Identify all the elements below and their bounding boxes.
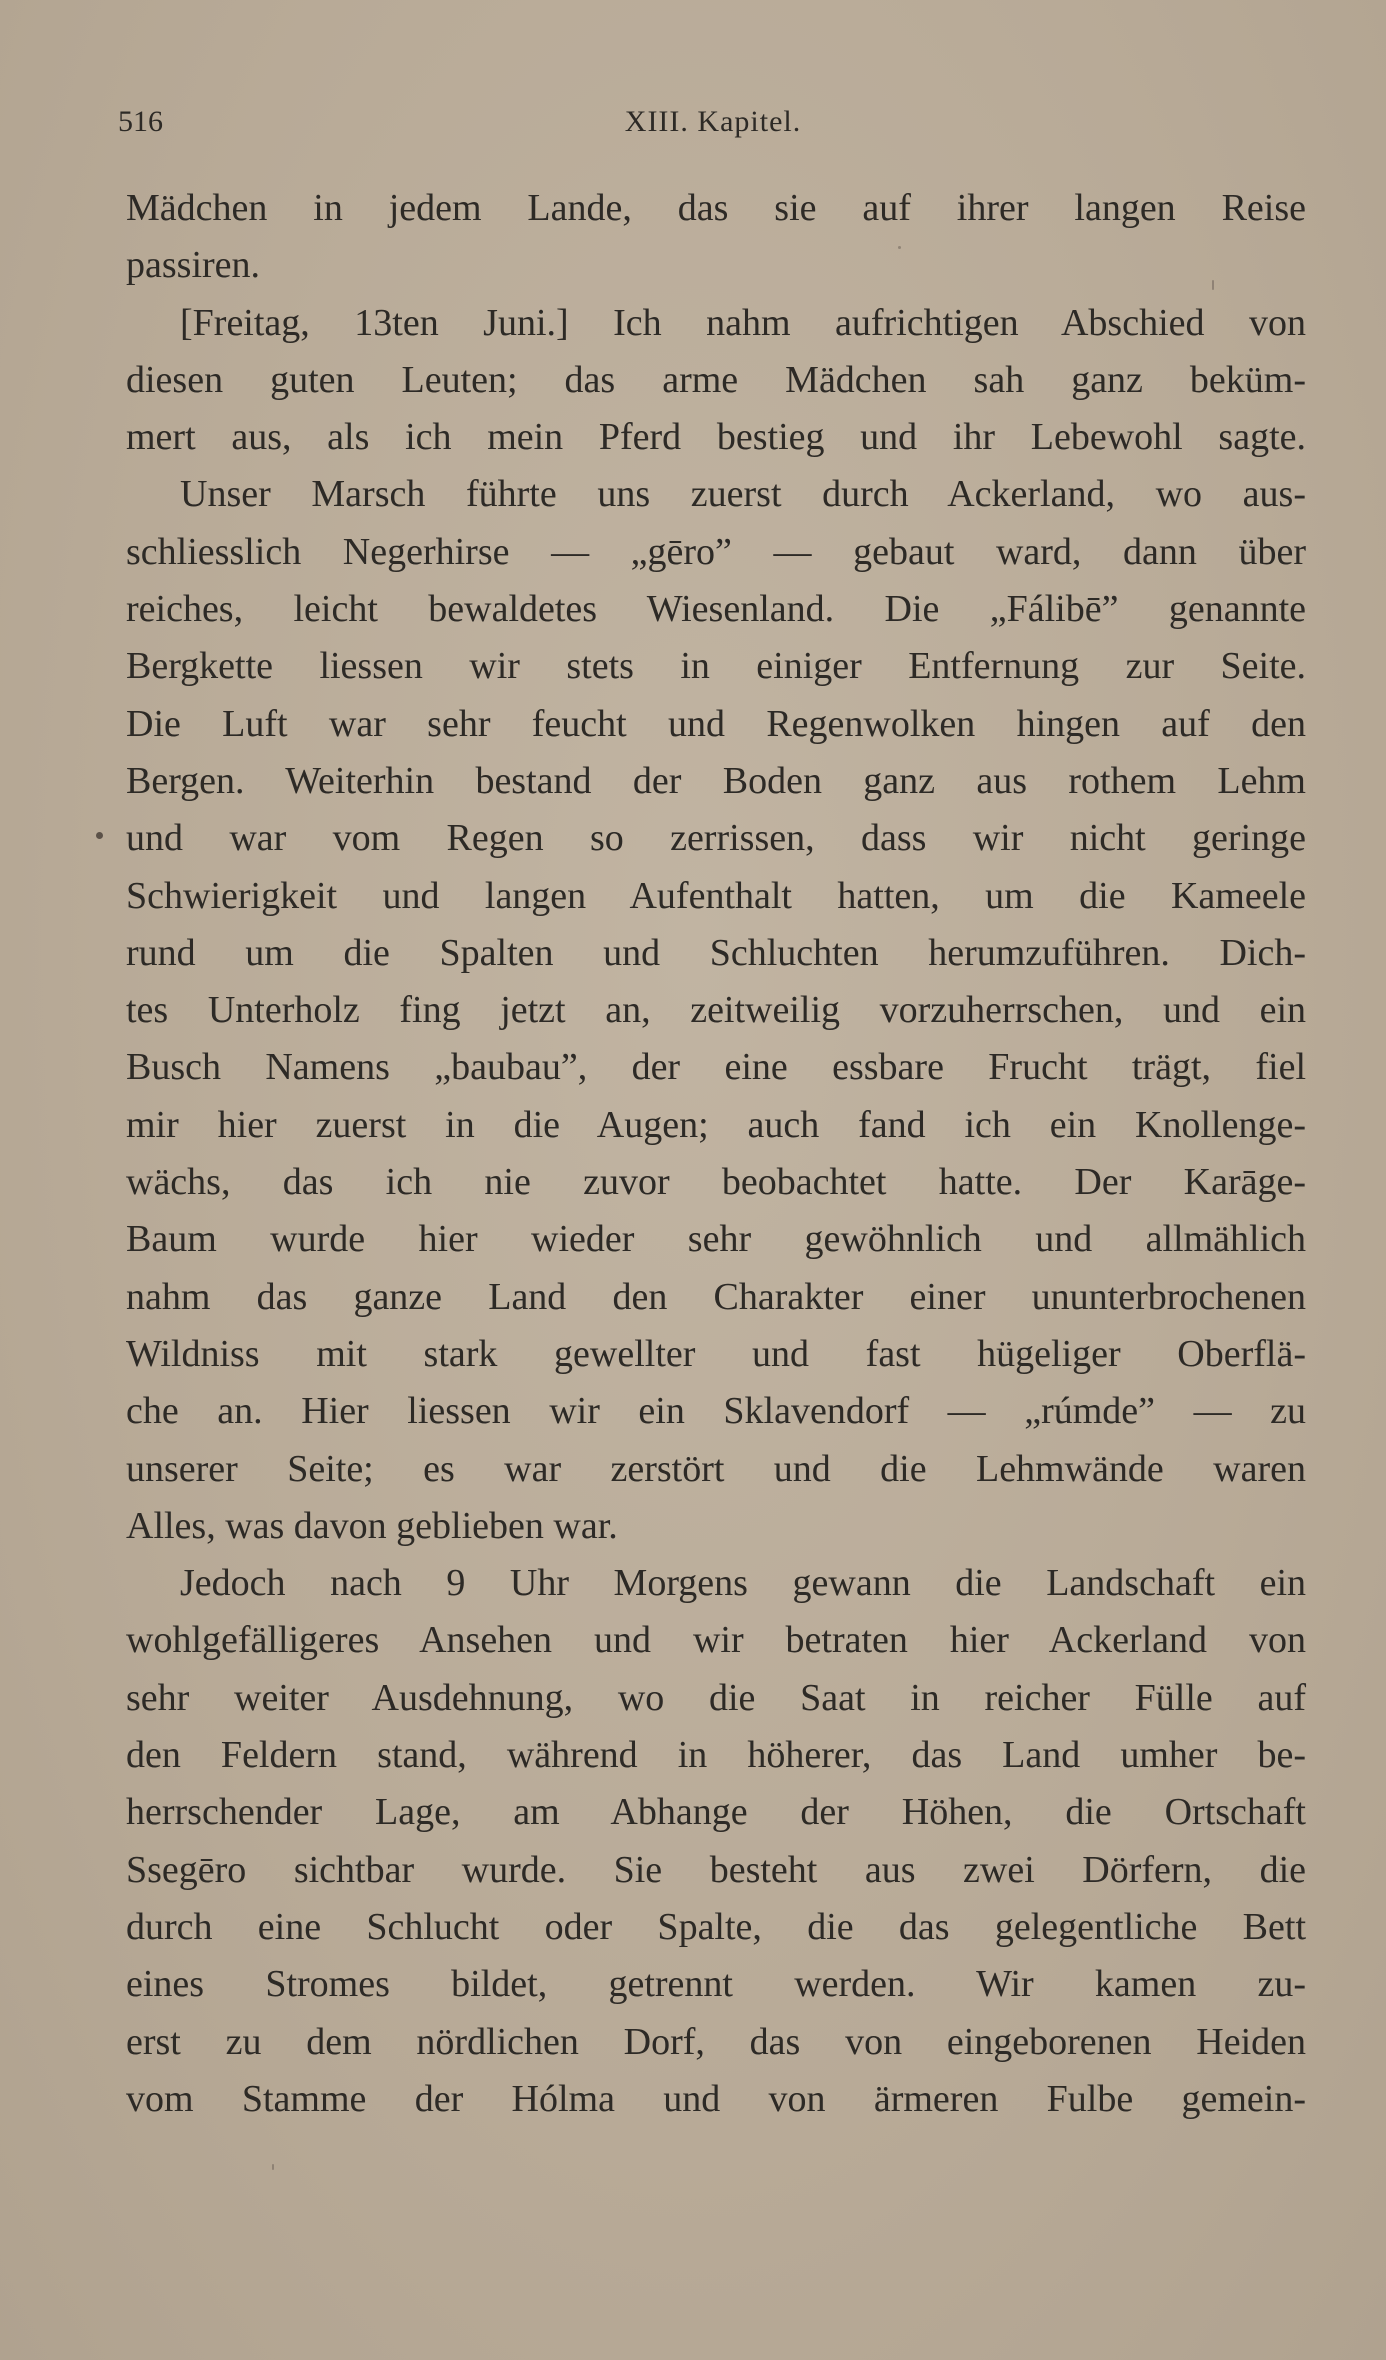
text-line: nahm das ganze Land den Charakter einer ununterbrochenen: [126, 1275, 1306, 1318]
text-line: Unser Marsch führte uns zuerst durch Ackerland, wo aus-: [180, 473, 1306, 516]
running-title: XIII. Kapitel.: [624, 105, 802, 138]
text-line: unserer Seite; es war zerstört und die Lehmwände waren: [126, 1447, 1306, 1490]
text-line: Ssegēro sichtbar wurde. Sie besteht aus zwei Dörfern, die: [126, 1848, 1306, 1891]
text-line: Bergkette liessen wir stets in einiger Entfernung zur Seite.: [126, 645, 1306, 688]
text-line: mert aus, als ich mein Pferd bestieg und ihr Lebewohl sagte.: [126, 416, 1306, 459]
text-line: Busch Namens „baubau”, der eine essbare Frucht trägt, fiel: [126, 1046, 1306, 1089]
text-line: Bergen. Weiterhin bestand der Boden ganz aus rothem Lehm: [126, 759, 1306, 802]
paper-speck: [272, 2164, 274, 2170]
text-line: und war vom Regen so zerrissen, dass wir nicht geringe: [126, 817, 1306, 860]
page-header: [118, 100, 1308, 144]
text-line: Schwierigkeit und langen Aufenthalt hatten, um die Kameele: [126, 874, 1306, 917]
text-line: tes Unterholz fing jetzt an, zeitweilig vorzuherrschen, und ein: [126, 989, 1306, 1032]
paper-speck: [1212, 280, 1214, 290]
page-number: 516: [118, 105, 163, 138]
text-line: durch eine Schlucht oder Spalte, die das gelegentliche Bett: [126, 1905, 1306, 1948]
text-line: vom Stamme der Hólma und von ärmeren Fulbe gemein-: [126, 2077, 1306, 2120]
text-line: diesen guten Leuten; das arme Mädchen sah ganz beküm-: [126, 358, 1306, 401]
text-line: sehr weiter Ausdehnung, wo die Saat in reicher Fülle auf: [126, 1676, 1306, 1719]
text-line: wohlgefälligeres Ansehen und wir betraten hier Ackerland von: [126, 1619, 1306, 1662]
text-line: den Feldern stand, während in höherer, das Land umher be-: [126, 1734, 1306, 1777]
text-line: Alles, was davon geblieben war.: [126, 1504, 618, 1547]
paper-speck: [898, 246, 901, 249]
text-line: Jedoch nach 9 Uhr Morgens gewann die Landschaft ein: [180, 1562, 1306, 1605]
text-line: Wildniss mit stark gewellter und fast hügeliger Oberflä-: [126, 1332, 1306, 1375]
text-line: Baum wurde hier wieder sehr gewöhnlich und allmählich: [126, 1218, 1306, 1261]
text-line: rund um die Spalten und Schluchten herumzuführen. Dich-: [126, 931, 1306, 974]
text-line: herrschender Lage, am Abhange der Höhen, die Ortschaft: [126, 1791, 1306, 1834]
text-line: Mädchen in jedem Lande, das sie auf ihrer langen Reise: [126, 187, 1306, 229]
text-line: erst zu dem nördlichen Dorf, das von eingeborenen Heiden: [126, 2020, 1306, 2063]
body-text: [126, 180, 1306, 2128]
text-line: schliesslich Negerhirse — „gēro” — gebaut ward, dann über: [126, 530, 1306, 573]
text-line: passiren.: [126, 244, 261, 287]
text-line: Die Luft war sehr feucht und Regenwolken hingen auf den: [126, 702, 1306, 745]
text-line: [Freitag, 13ten Juni.] Ich nahm aufrichtigen Abschied von: [180, 301, 1306, 344]
text-line: eines Stromes bildet, getrennt werden. Wir kamen zu-: [126, 1963, 1306, 2006]
text-line: wächs, das ich nie zuvor beobachtet hatte. Der Karāge-: [126, 1161, 1306, 1204]
text-line: che an. Hier liessen wir ein Sklavendorf — „rúmde” — zu: [126, 1390, 1306, 1433]
margin-dot: [96, 832, 103, 839]
text-line: mir hier zuerst in die Augen; auch fand ich ein Knollenge-: [126, 1103, 1306, 1146]
text-line: reiches, leicht bewaldetes Wiesenland. Die „Fálibē” genannte: [126, 588, 1306, 631]
